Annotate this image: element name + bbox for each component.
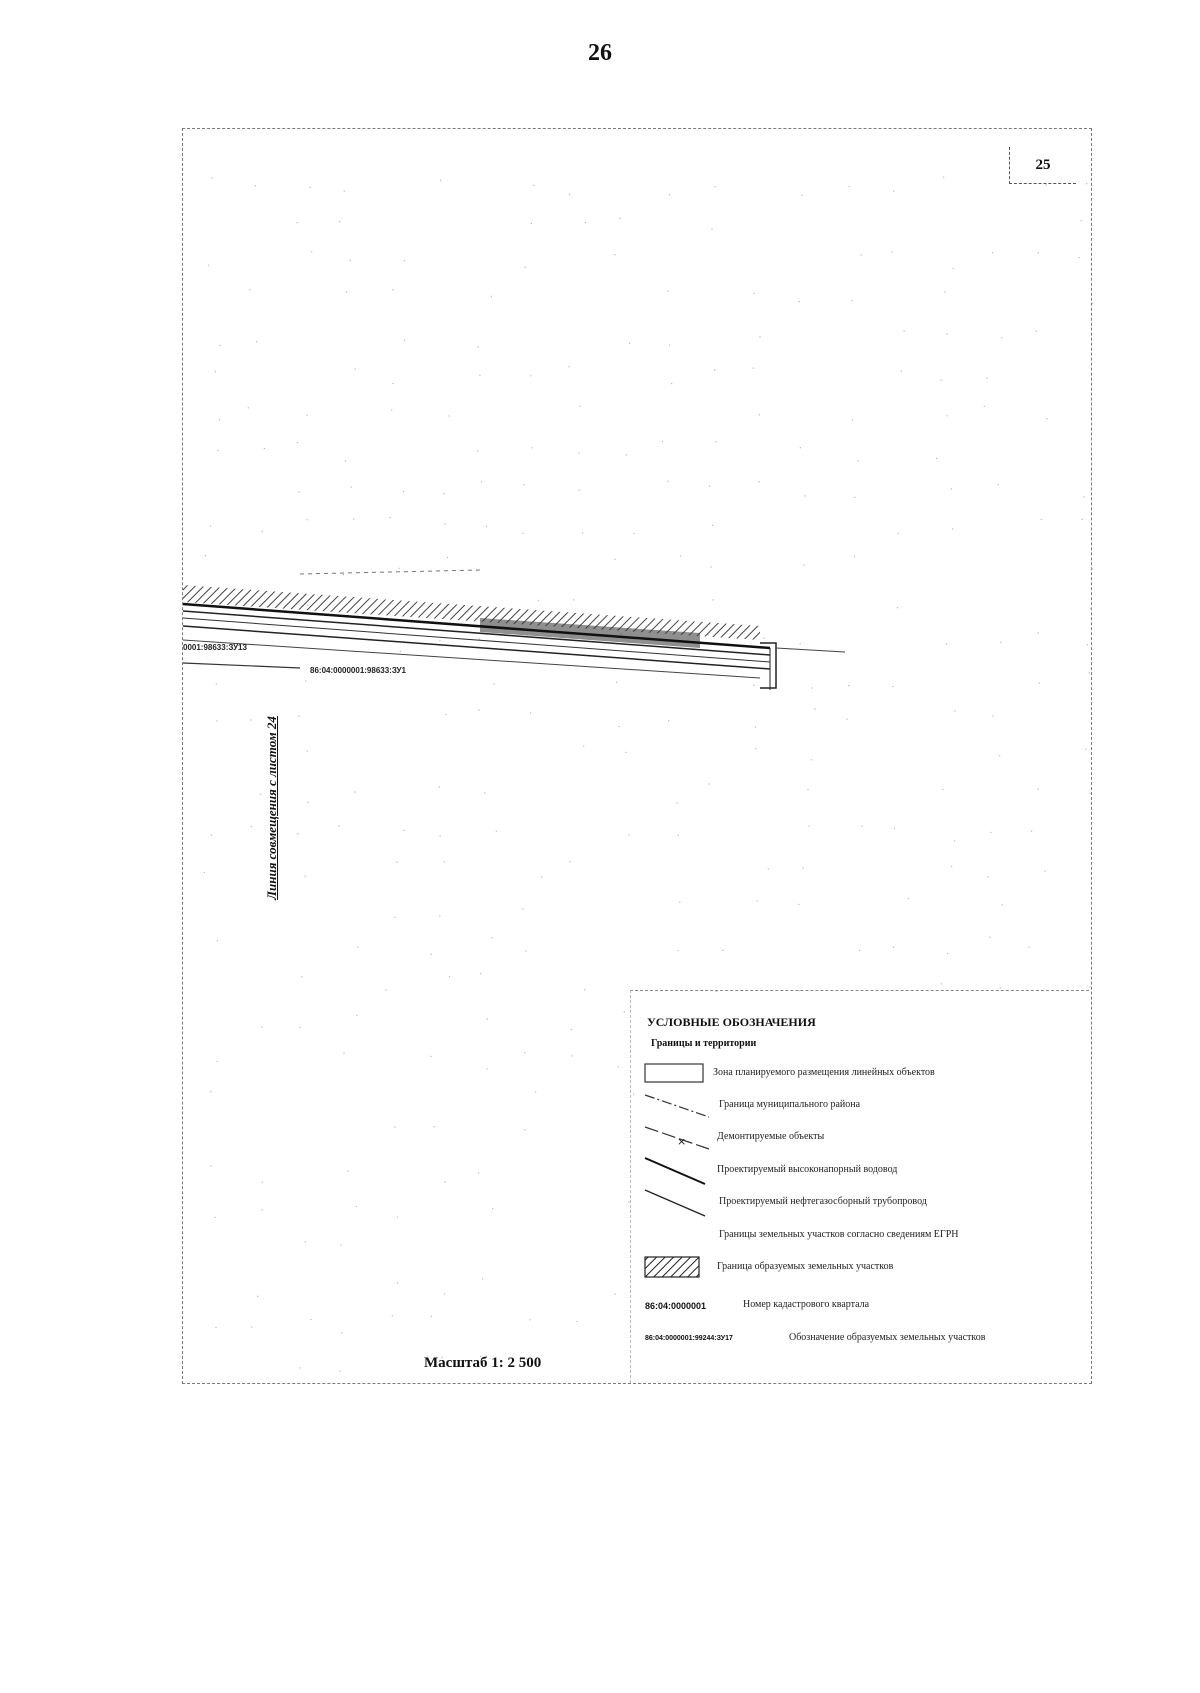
thin-line-icon [643,1188,715,1218]
parcel-designation-code: 86:04:0000001:99244:ЗУ17 [645,1335,733,1342]
parcel-label-bottom: 86:04:0000001:98633:ЗУ1 [310,666,406,675]
hatched-rect-icon [643,1253,715,1283]
cross-line-icon [643,1123,715,1153]
parcel-label-left: 0001:98633:ЗУ13 [183,643,247,652]
legend-item [643,1188,1087,1218]
legend-item-label: Демонтируемые объекты [717,1131,825,1142]
map-scale: Масштаб 1: 2 500 [424,1355,542,1371]
legend-subtitle: Границы и территории [651,1038,757,1049]
dash-line-icon [643,1091,715,1121]
match-line-label: Линия совмещения с листом 24 [264,716,279,900]
legend-item-label: Граница образуемых земельных участков [717,1261,894,1272]
legend-item [643,1059,1087,1089]
legend-item [643,1253,1087,1283]
rect-outline-icon [643,1059,715,1089]
svg-text:×: × [677,1135,687,1148]
legend [630,990,1089,1383]
cadastral-quarter-code: 86:04:0000001 [645,1301,707,1311]
page-number: 26 [588,40,612,66]
legend-item-label: Граница муниципального района [719,1099,861,1110]
legend-title: УСЛОВНЫЕ ОБОЗНАЧЕНИЯ [647,1015,816,1029]
legend-item [643,1221,1087,1251]
legend-item-label: Проектируемый нефтегазосборный трубопровод [719,1196,927,1207]
legend-item-label: Зона планируемого размещения линейных объектов [713,1067,935,1078]
legend-item [643,1123,1087,1153]
cadastral-quarter-label: Номер кадастрового квартала [743,1299,870,1310]
legend-item-label: Границы земельных участков согласно сведениям ЕГРН [719,1229,959,1240]
legend-item-label: Проектируемый высоконапорный водовод [717,1164,898,1175]
legend-item [643,1156,1087,1186]
corridor-zone [183,570,845,690]
legend-item [643,1091,1087,1121]
adjacent-sheet-reference: 25 [1009,147,1076,184]
solid-line-icon [643,1156,715,1186]
parcel-designation-label: Обозначение образуемых земельных участков [789,1332,986,1343]
